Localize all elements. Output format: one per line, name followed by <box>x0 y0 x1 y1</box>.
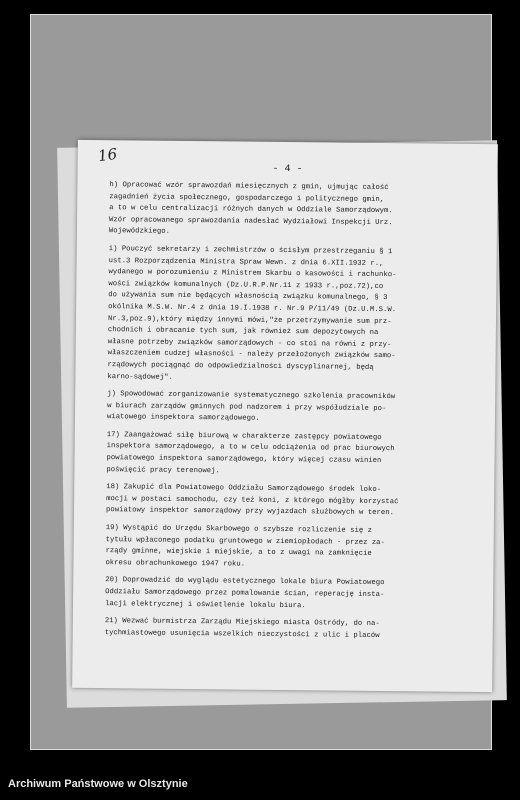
document-paragraph <box>105 523 483 573</box>
text-line: tychmiastowego usunięcia wszelkich nieczystości z ulic i placów <box>104 628 380 640</box>
text-line: rządy gminne, wiejskie i miejskie, a to z uwagi na zamknięcie <box>105 547 372 559</box>
text-line: 20) Doprowadzić do wyglądu estetycznego lokale biura Powiatowego <box>105 576 385 588</box>
text-line: powiatowy inspektor samorządowy przy wyjazdach służbowych w teren. <box>105 506 395 518</box>
text-line: inspektora samorządowego, a to w celu odciążenia od prac biurowych <box>106 442 395 454</box>
text-line: zagadnień życia społecznego, gospodarczego i politycznego gmin, <box>109 192 385 204</box>
document-paragraph <box>106 482 484 521</box>
text-line: Wzór opracowanego sprawozdania nadesłać Wydziałowi Inspekcji Urz. <box>109 215 393 227</box>
archive-caption: Archiwum Państwowe w Olsztynie <box>8 778 188 790</box>
page-number: - 4 - <box>272 163 303 176</box>
text-line: wydanego w porozumieniu z Ministrem Skarbu o kasowości i rachunko- <box>108 268 397 280</box>
text-line: Wojewódzkiego. <box>108 227 171 237</box>
text-line: własne potrzeby związków samorządowych - co stoi na równi z przy- <box>107 337 392 349</box>
text-line: chodnich i obracanie tych sum, jak również sum depozytowych na <box>107 326 379 338</box>
document-paragraph <box>106 430 484 480</box>
text-line: h) Opracować wzór sprawozdań miesięcznych z gmin, ujmując całość <box>109 181 389 193</box>
document-paragraph <box>105 576 483 615</box>
document-paragraph <box>107 389 485 428</box>
text-line: okólnika M.S.W. Nr.4 z dnia 19.I.1938 r. Nr.9 P/11/49 (Dz.U.M.S.W. <box>108 303 397 315</box>
text-line: 21) Wezwać burmistrza Zarządu Miejskiego miasta Ostródy, do na- <box>104 617 380 629</box>
text-line: tytułu wpłaconego podatku gruntowego w ziemiopłodach - przez za- <box>105 535 385 547</box>
text-line: do używania sum nie będących własnością związku komunalnego, § 3 <box>108 291 388 303</box>
text-line: poświęcić pracy terenowej. <box>106 465 220 475</box>
text-line: rządowych pociągnąć do odpowiedzialności dyscyplinarnej, będą <box>107 361 374 372</box>
text-line: powiatowego inspektora samorządowego, który więcej czasu winien <box>106 454 382 466</box>
text-line: karno-sądowej". <box>107 372 173 382</box>
document-paragraph <box>105 616 483 643</box>
text-line: mocji w postaci samochodu, czy też koni, z którego mógłby korzystać <box>106 494 399 507</box>
text-line: w biurach zarządów gminnych pod nadzorem i przy współudziale po- <box>107 401 387 413</box>
text-line: Oddziału Samorządowego przez pomalowanie ścian, reperację insta- <box>105 588 385 600</box>
text-line: 17) Zaangażować siłę biurową w charakterze zastępcy powiatowego <box>106 431 382 442</box>
text-line: właszczeniem cudzej własności - należy przełożonych związków samo- <box>107 349 396 361</box>
document-page <box>72 140 498 692</box>
text-line: j) Spowodować zorganizowanie systematycznego szkolenia pracowników <box>107 390 396 402</box>
document-body <box>105 180 488 649</box>
text-line: wiatowego inspektora samorządowego. <box>106 413 260 424</box>
margin-number: 16 <box>96 144 119 166</box>
text-line: lacji elektrycznej i oświetlenie lokalu biura. <box>104 599 306 610</box>
text-line: okresu obrachunkowego 1947 roku. <box>105 558 246 569</box>
text-line: wości związków komunalnych (Dz.U.R.P.Nr.11 z 1933 r.,poz.72),co <box>108 279 384 291</box>
text-line: a to w celu centralizacji różnych danych w Oddziale Samorządowym. <box>109 204 393 216</box>
text-line: ust.3 Rozporządzenia Ministra Spraw Wewn. z dnia 6.XII.1932 r., <box>108 256 384 268</box>
document-paragraph <box>109 180 488 242</box>
document-paragraph <box>107 244 486 387</box>
text-line: 18) Zakupić dla Powiatowego Oddziału Samorządowego środek loko- <box>106 483 382 495</box>
text-line: i) Pouczyć sekretarzy i zechmistrzów o ścisłym przestrzeganiu § 1 <box>108 245 393 257</box>
text-line: Nr.3,poz.9),który między innymi mówi,"że przetrzymywanie sum prz- <box>107 314 392 326</box>
text-line: 19) Wystąpić do Urzędu Skarbowego o szybsze rozliczenie się z <box>105 524 372 535</box>
